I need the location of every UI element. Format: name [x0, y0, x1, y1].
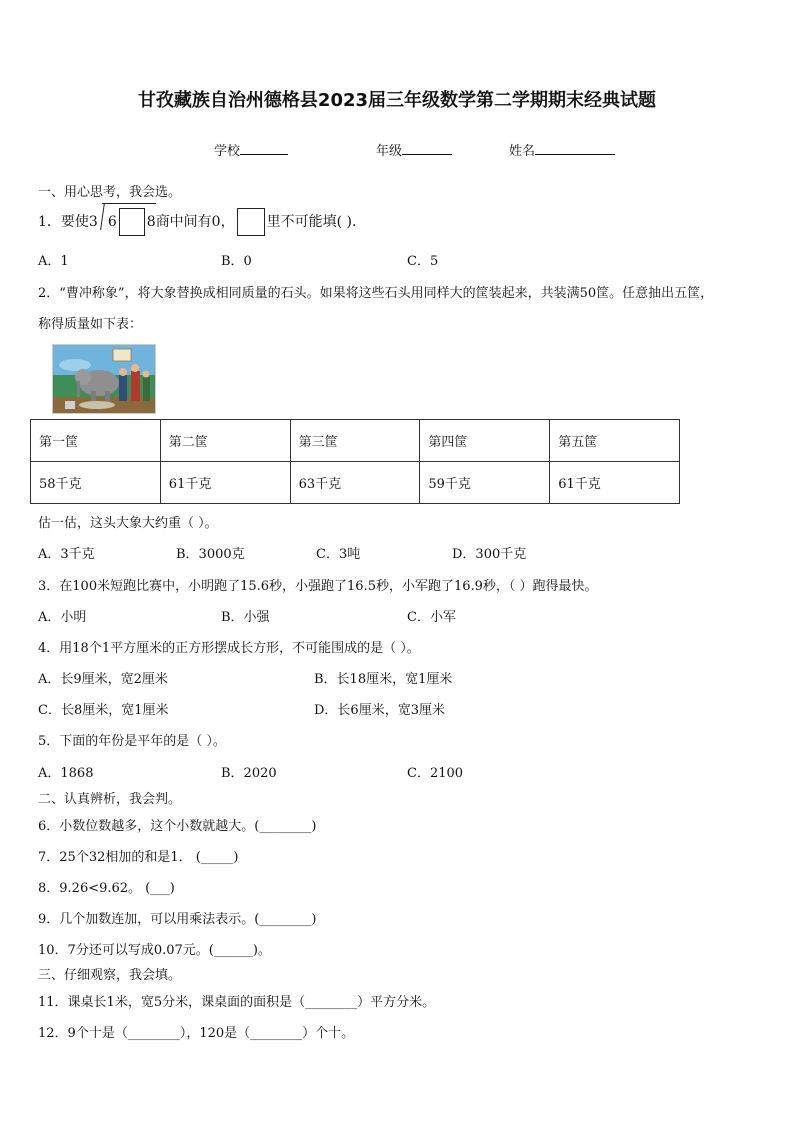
section-3-heading: 三、仔细观察，我会填。: [38, 968, 182, 983]
q1-prefix: 1．要使: [38, 214, 89, 230]
question-3: 3．在100米短跑比赛中，小明跑了15.6秒，小强跑了16.5秒，小军跑了16.9秒，（ ）跑得最快。: [38, 579, 598, 594]
q4-option-b[interactable]: B．长18厘米，宽1厘米: [314, 672, 453, 687]
school-label: 学校: [214, 144, 241, 159]
q1-option-b[interactable]: B．0: [221, 254, 252, 269]
q5-option-a[interactable]: A．1868: [38, 766, 94, 781]
table-header-row: [31, 420, 680, 462]
table-row: [31, 462, 680, 504]
question-4: 4．用18个1平方厘米的正方形摆成长方形，不可能围成的是（ ）。: [38, 641, 420, 656]
table-header-cell: 第三筐: [290, 420, 420, 462]
section-1-heading: 一、用心思考，我会选。: [38, 185, 182, 200]
grade-label: 年级: [376, 144, 403, 159]
q5-option-c[interactable]: C．2100: [407, 766, 464, 781]
q2-text-line-2: 称得质量如下表：: [38, 317, 143, 332]
q2-option-d[interactable]: D．300千克: [452, 547, 527, 562]
grade-blank[interactable]: [402, 141, 452, 155]
table-cell: 61千克: [160, 462, 290, 504]
q1-option-a[interactable]: A．1: [38, 254, 69, 269]
name-label: 姓名: [509, 144, 536, 159]
question-1: [38, 208, 366, 238]
q2-ask: 估一估，这头大象大约重（ ）。: [38, 516, 218, 531]
basket-weight-table: [30, 419, 680, 504]
long-division-sign: [98, 208, 156, 236]
q1-digit-3: 8: [146, 214, 156, 230]
table-header-cell: 第二筐: [160, 420, 290, 462]
question-5: 5．下面的年份是平年的是（ ）。: [38, 734, 226, 749]
question-10[interactable]: 10．7分还可以写成0.07元。(______)。: [38, 943, 271, 958]
table-cell: 63千克: [290, 462, 420, 504]
table-header-cell: 第一筐: [31, 420, 161, 462]
q3-option-c[interactable]: C．小军: [407, 610, 456, 625]
table-cell: 59千克: [420, 462, 550, 504]
q5-option-b[interactable]: B．2020: [221, 766, 277, 781]
q1-answer-box[interactable]: [119, 208, 145, 236]
q4-option-a[interactable]: A．长9厘米，宽2厘米: [38, 672, 168, 687]
question-6[interactable]: 6．小数位数越多，这个小数就越大。(________): [38, 819, 317, 834]
q3-option-b[interactable]: B．小强: [221, 610, 270, 625]
q2-text-line-1: 2．“曹冲称象”，将大象替换成相同质量的石头。如果将这些石头用同样大的筐装起来，共装满50筐。任意抽出五筐，: [38, 286, 714, 301]
question-12[interactable]: 12．9个十是（________），120是（________）个十。: [38, 1026, 355, 1041]
question-7[interactable]: 7．25个32相加的和是1． (_____): [38, 850, 239, 865]
name-blank[interactable]: [535, 141, 615, 155]
q1-blank-box[interactable]: [237, 208, 265, 236]
q1-digit-1: 6: [107, 214, 117, 230]
q1-option-c[interactable]: C．5: [407, 254, 439, 269]
q1-mid: 商中间有0，: [155, 214, 235, 230]
elephant-weighing-picture: [52, 344, 156, 414]
question-11[interactable]: 11．课桌长1米，宽5分米，课桌面的面积是（________）平方分米。: [38, 995, 436, 1010]
q2-option-c[interactable]: C．3吨: [316, 547, 361, 562]
table-cell: 61千克: [550, 462, 680, 504]
section-2-heading: 二、认真辨析，我会判。: [38, 792, 182, 807]
table-header-cell: 第四筐: [420, 420, 550, 462]
school-field[interactable]: [214, 140, 288, 159]
question-9[interactable]: 9．几个加数连加，可以用乘法表示。(________): [38, 912, 317, 927]
q4-option-c[interactable]: C．长8厘米，宽1厘米: [38, 703, 169, 718]
table-cell: 58千克: [31, 462, 161, 504]
school-blank[interactable]: [240, 141, 288, 155]
q3-option-a[interactable]: A．小明: [38, 610, 87, 625]
name-field[interactable]: [509, 140, 615, 159]
question-8[interactable]: 8．9.26<9.62。 (___): [38, 881, 175, 896]
page-title: 甘孜藏族自治州德格县2023届三年级数学第二学期期末经典试题: [137, 90, 657, 111]
q2-option-a[interactable]: A．3千克: [38, 547, 95, 562]
grade-field[interactable]: [376, 140, 452, 159]
table-header-cell: 第五筐: [550, 420, 680, 462]
q4-option-d[interactable]: D．长6厘米，宽3厘米: [314, 703, 445, 718]
q1-divisor: 3: [88, 214, 98, 230]
q1-suffix: 里不可能填( )．: [266, 214, 366, 230]
q2-option-b[interactable]: B．3000克: [176, 547, 245, 562]
